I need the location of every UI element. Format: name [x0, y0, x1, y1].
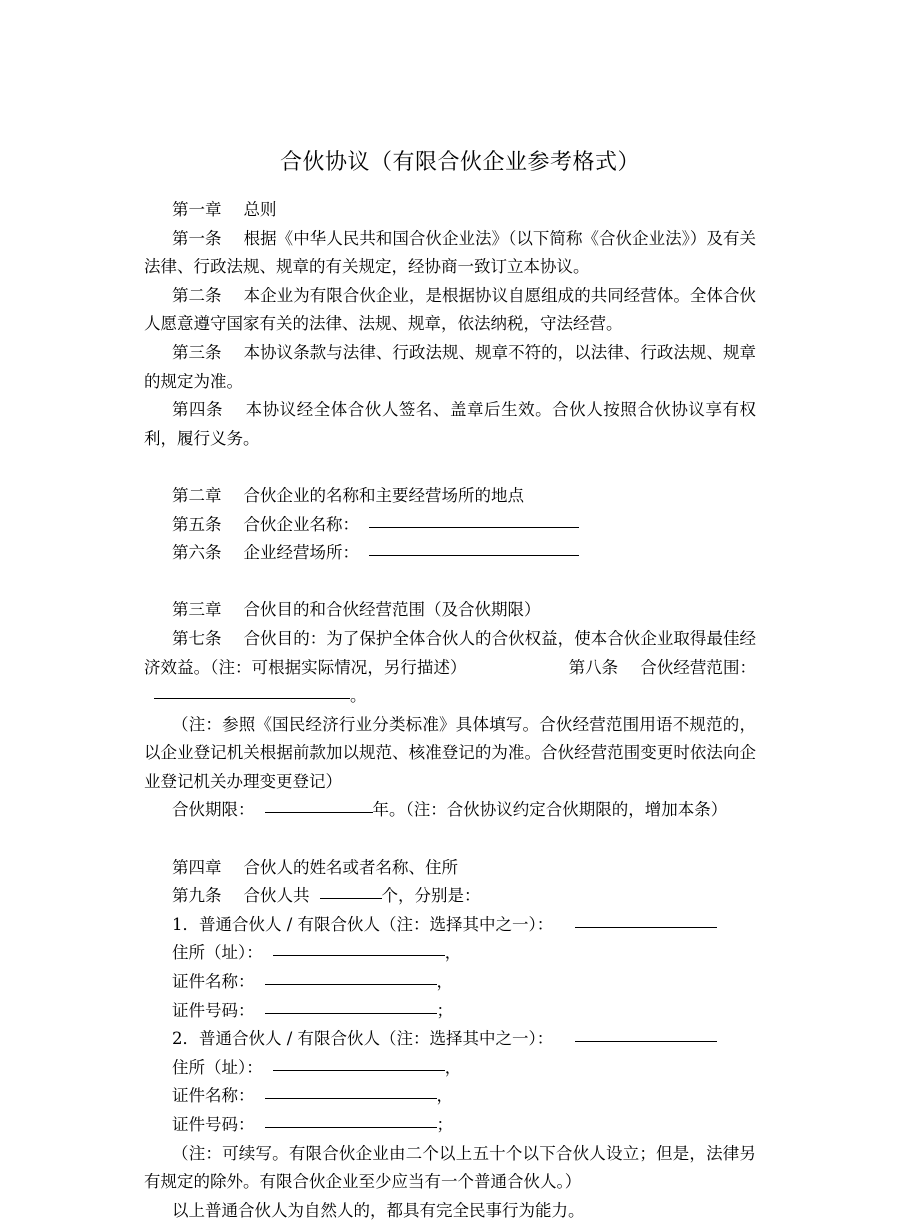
article8-period: 。	[350, 686, 367, 706]
partnership-name-field[interactable]	[369, 512, 579, 528]
chapter1-heading-label: 第一章	[172, 200, 222, 219]
chapter2-heading-text: 合伙企业的名称和主要经营场所的地点	[243, 485, 524, 505]
chapter1-article1	[144, 225, 756, 282]
business-premises-field[interactable]	[369, 540, 579, 556]
partner-2-index: 2．	[172, 1029, 199, 1049]
partner-2-idnum-label: 证件号码：	[172, 1115, 255, 1134]
chapter3-article7-and-8	[144, 625, 756, 711]
partner-1-address-line	[144, 939, 756, 968]
chapter1-heading-text: 总则	[243, 200, 277, 219]
article9-suffix: 个，分别是：	[381, 886, 481, 906]
chapter4-heading	[144, 854, 756, 883]
article4-text: 本协议经全体合伙人签名、盖章后生效。合伙人按照合伙协议享有权利，履行义务。	[144, 400, 757, 448]
article2-label: 第二条	[172, 285, 222, 305]
article5-label: 第五条	[172, 514, 222, 534]
partner-2-type-line	[144, 1025, 756, 1054]
chapter2-article6	[144, 539, 756, 568]
partner-1-name-field[interactable]	[575, 912, 717, 928]
chapter3-term-line	[144, 796, 756, 825]
article7-label: 第七条	[172, 628, 222, 648]
partner-1-address-sep: ，	[444, 943, 462, 963]
article9-prefix: 合伙人共	[243, 886, 310, 906]
chapter4-article9	[144, 882, 756, 911]
article1-label: 第一条	[172, 228, 222, 248]
chapter3-heading	[144, 596, 756, 625]
article6-text: 企业经营场所：	[243, 543, 359, 563]
partner-2-idnum-field[interactable]	[265, 1112, 437, 1128]
partner-2-idtype-line	[144, 1082, 756, 1111]
partner-1-idtype-label: 证件名称：	[172, 972, 255, 992]
chapter1-article2	[144, 282, 756, 339]
document-body	[144, 196, 756, 1225]
business-scope-field[interactable]	[154, 683, 350, 699]
page-title: 合伙协议（有限合伙企业参考格式）	[279, 150, 640, 175]
article2-text: 本企业为有限合伙企业，是根据协议自愿组成的共同经营体。全体合伙人愿意遵守国家有关的法律、法规、规章，依法纳税，守法经营。	[144, 285, 757, 334]
article4-label: 第四条	[172, 400, 224, 420]
partners-note: （注：可续写。有限合伙企业由二个以上五十个以下合伙人设立；但是，法律另有规定的除外。有限合伙企业至少应当有一个普通合伙人。）	[144, 1143, 756, 1192]
term-label: 合伙期限：	[172, 800, 255, 820]
chapter2-article5	[144, 511, 756, 540]
chapter3-heading-text: 合伙目的和合伙经营范围（及合伙期限）	[243, 600, 541, 620]
partner-1-index: 1．	[172, 914, 199, 934]
chapter2-heading-label: 第二章	[172, 485, 222, 505]
article5-text: 合伙企业名称：	[243, 514, 359, 534]
article7-text: 合伙目的：为了保护全体合伙人的合伙权益，使本合伙企业取得最佳经济效益。（注：可根据实际情况，另行描述）	[144, 628, 757, 677]
partner-2-address-sep: ，	[444, 1057, 462, 1077]
blank-line	[144, 825, 756, 854]
partner-2-address-line	[144, 1054, 756, 1083]
partner-count-field[interactable]	[320, 883, 382, 899]
article3-label: 第三条	[172, 342, 222, 362]
chapter2-heading	[144, 482, 756, 511]
partner-2-idtype-label: 证件名称：	[172, 1086, 255, 1106]
article9-label: 第九条	[172, 886, 222, 906]
partner-2-type-text: 普通合伙人 / 有限合伙人（注：选择其中之一）：	[199, 1029, 554, 1049]
partner-1-idtype-field[interactable]	[265, 969, 437, 985]
chapter4-heading-text: 合伙人的姓名或者名称、住所	[243, 857, 458, 877]
article8-text: 合伙经营范围：	[640, 657, 757, 677]
partner-1-idnum-label: 证件号码：	[172, 1000, 255, 1020]
partner-1-idtype-line	[144, 968, 756, 997]
blank-line	[144, 568, 756, 597]
partner-1-address-label: 住所（址）：	[172, 943, 263, 963]
chapter1-article4	[144, 396, 756, 453]
term-unit: 年。	[372, 800, 406, 820]
partner-1-idnum-field[interactable]	[265, 998, 437, 1014]
partner-2-address-label: 住所（址）：	[172, 1057, 263, 1077]
article1-text: 根据《中华人民共和国合伙企业法》（以下简称《合伙企业法》）及有关法律、行政法规、规章的有关规定，经协商一致订立本协议。	[144, 228, 757, 277]
partner-1-address-field[interactable]	[273, 940, 445, 956]
partner-2-name-field[interactable]	[575, 1026, 717, 1042]
partner-1-type-line	[144, 911, 756, 940]
partnership-term-field[interactable]	[265, 797, 373, 813]
chapter1-article3	[144, 339, 756, 396]
partner-2-idtype-sep: ，	[436, 1086, 453, 1106]
capacity-statement: 以上普通合伙人为自然人的，都具有完全民事行为能力。	[172, 1200, 585, 1220]
article3-text: 本协议条款与法律、行政法规、规章不符的，以法律、行政法规、规章的规定为准。	[144, 342, 757, 391]
partner-1-idtype-sep: ，	[436, 972, 453, 992]
partner-1-type-text: 普通合伙人 / 有限合伙人（注：选择其中之一）：	[199, 914, 554, 934]
partner-2-idtype-field[interactable]	[265, 1083, 437, 1099]
partner-2-idnum-sep: ；	[436, 1115, 453, 1134]
article8-label: 第八条	[568, 657, 619, 677]
partner-1-idnum-sep: ；	[436, 1000, 453, 1020]
article6-label: 第六条	[172, 543, 222, 563]
blank-line	[144, 453, 756, 482]
term-note: （注：合伙协议约定合伙期限的，增加本条）	[405, 800, 728, 820]
partner-2-address-field[interactable]	[273, 1055, 445, 1071]
chapter1-heading	[144, 196, 756, 225]
chapter3-heading-label: 第三章	[172, 600, 222, 620]
partner-1-idnum-line	[144, 997, 756, 1026]
chapter4-heading-label: 第四章	[172, 857, 222, 877]
chapter3-article8-note: （注：参照《国民经济行业分类标准》具体填写。合伙经营范围用语不规范的，以企业登记机关根据前款加以规范、核准登记的为准。合伙经营范围变更时依法向企业登记机关办理变更登记）	[144, 714, 756, 791]
partner-2-idnum-line	[144, 1111, 756, 1140]
